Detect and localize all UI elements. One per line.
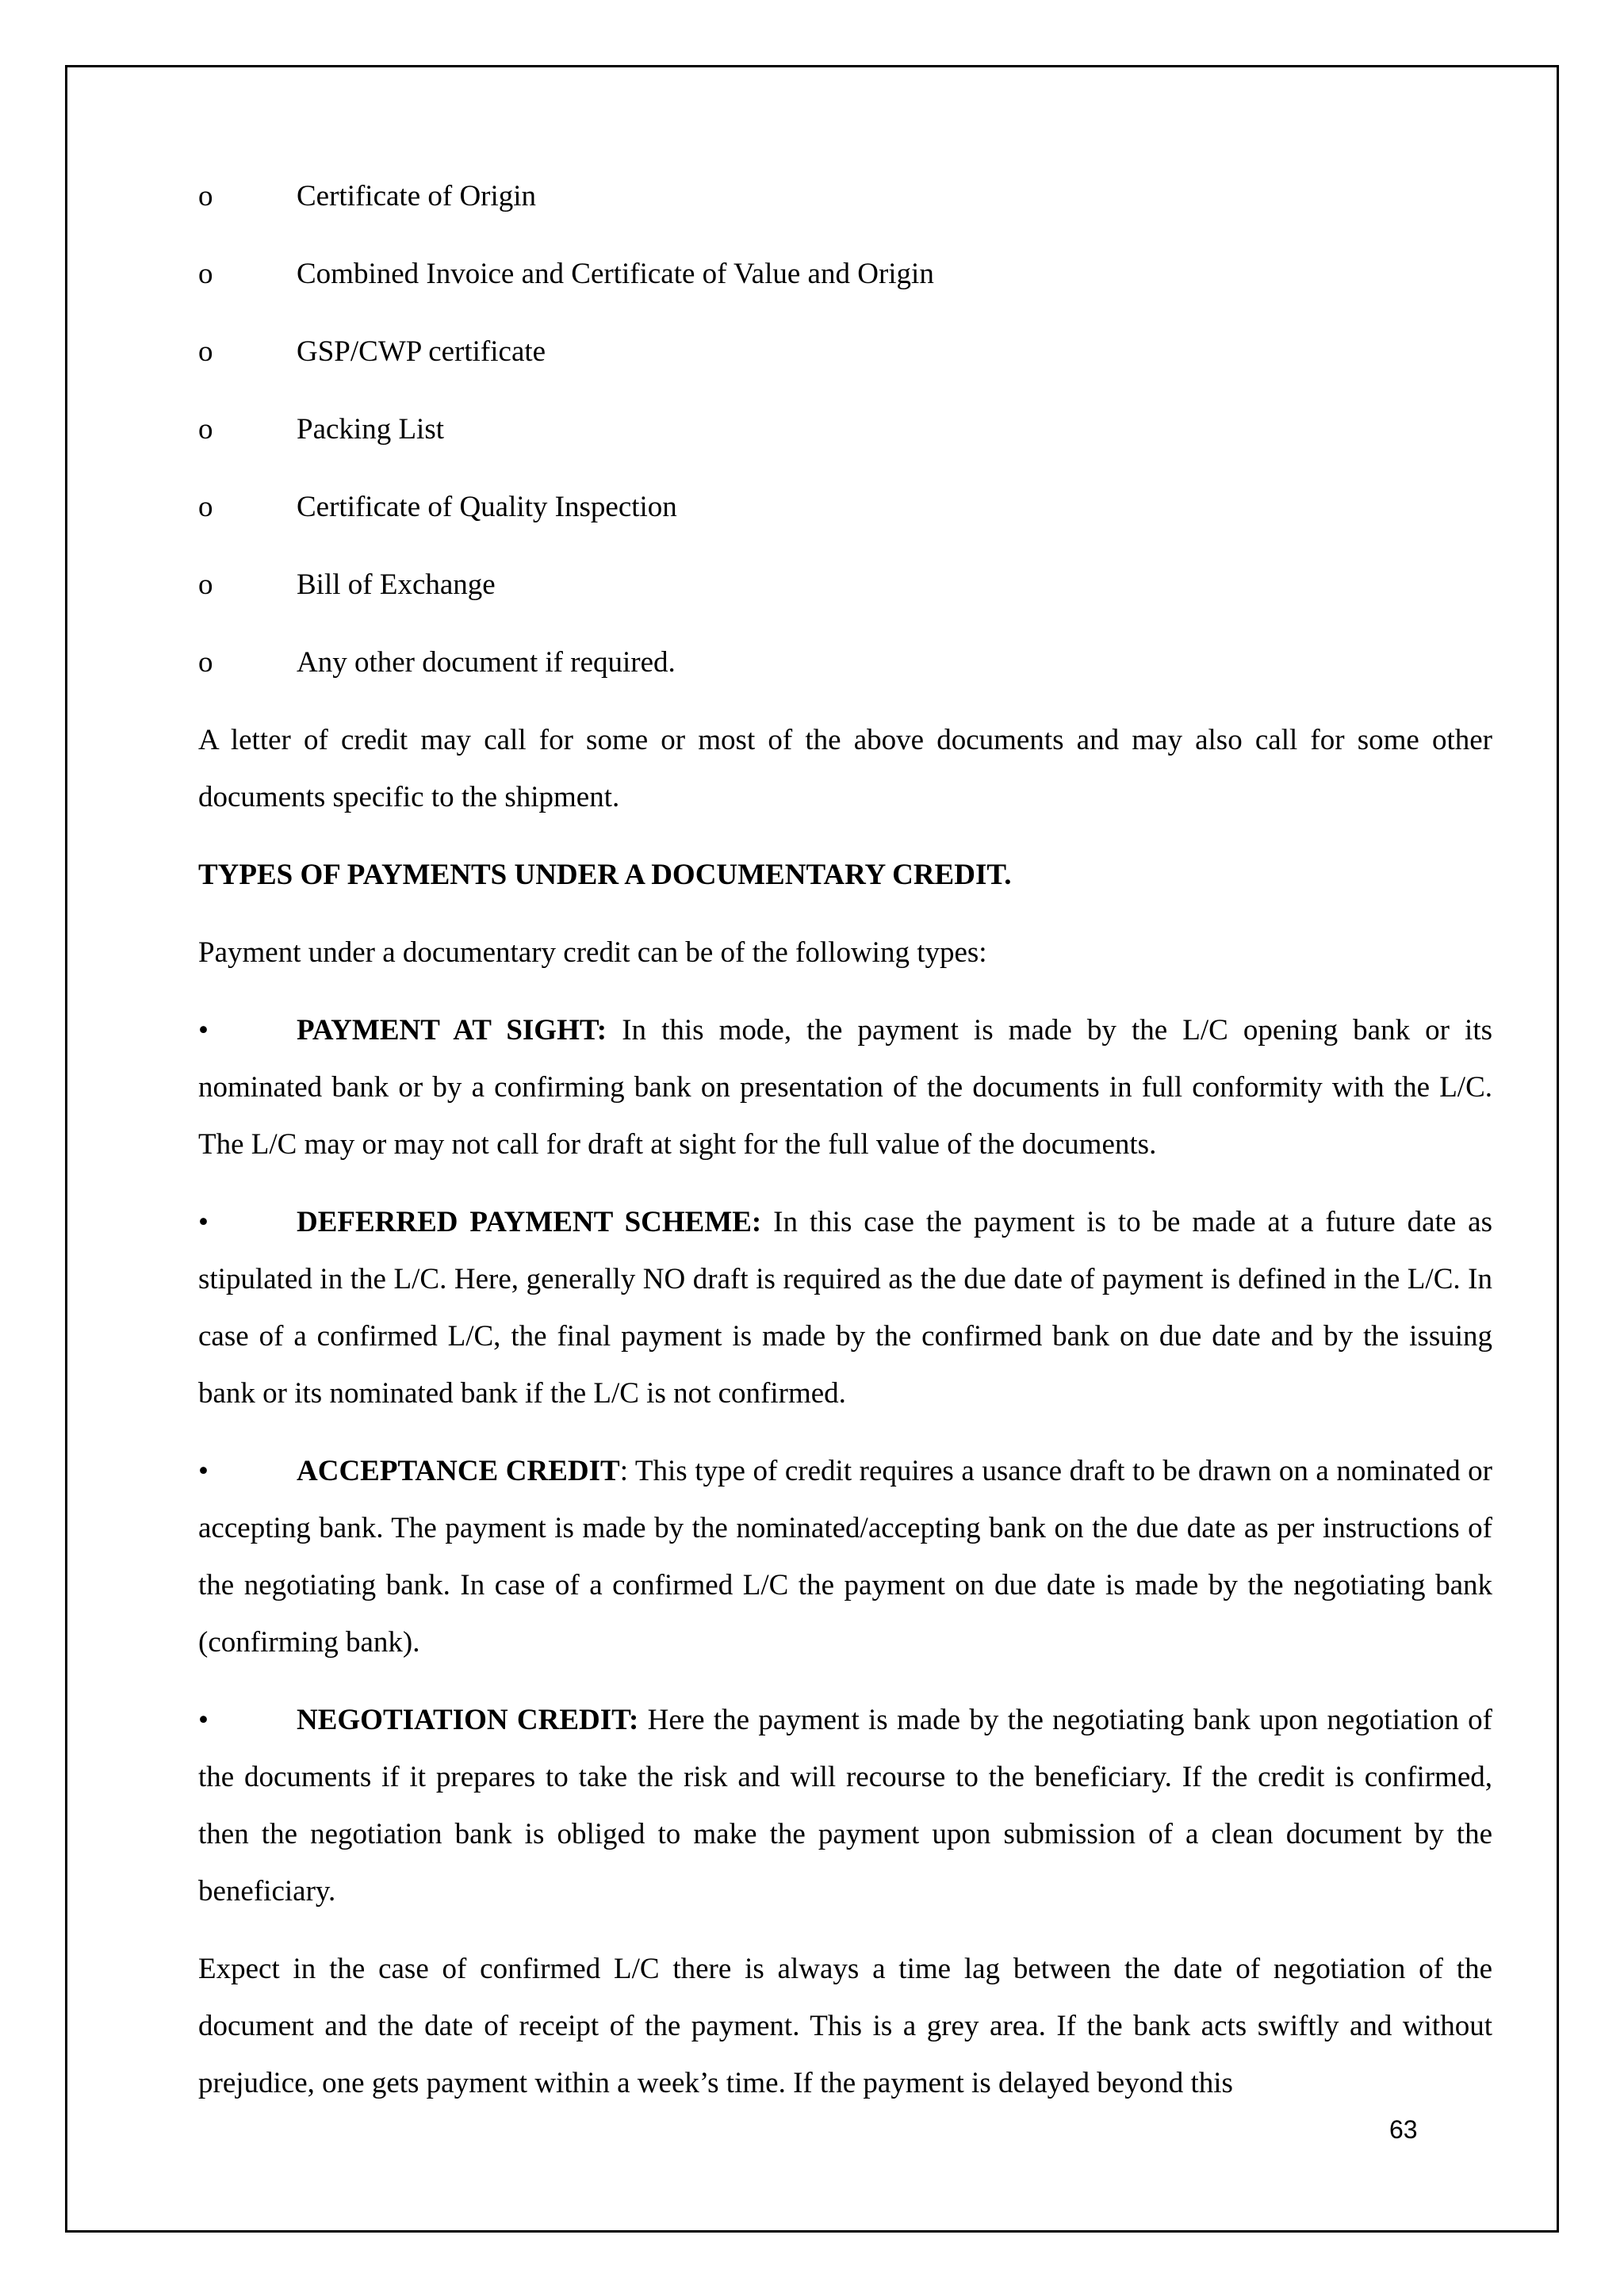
payment-type-term: ACCEPTANCE CREDIT bbox=[297, 1455, 620, 1487]
payment-type-text: Here the payment is made by the negotiating bank upon negotiation of the documents if it prepares to take the risk and will recourse to the beneficiary. If the credit is confirmed, then the negotiation bank is obliged to make the payment upon submission of a clean document by the beneficiary. bbox=[198, 1704, 1492, 1908]
list-marker: o bbox=[198, 568, 213, 601]
intro-paragraph: A letter of credit may call for some or most of the above documents and may also call for some other documents specific to the shipment. bbox=[198, 724, 1492, 813]
payment-type-term: DEFERRED PAYMENT SCHEME: bbox=[297, 1206, 762, 1238]
list-item-label: Packing List bbox=[297, 413, 445, 446]
list-item-label: Certificate of Origin bbox=[297, 180, 537, 212]
bullet-marker: • bbox=[198, 1206, 209, 1238]
page-number: 63 bbox=[1389, 2115, 1418, 2144]
list-marker: o bbox=[198, 258, 213, 290]
bullet-marker: • bbox=[198, 1014, 209, 1047]
section-intro: Payment under a documentary credit can be of the following types: bbox=[198, 936, 987, 969]
list-item bbox=[198, 246, 1492, 303]
payment-type-text: In this mode, the payment is made by the L/C opening bank or its nominated bank or by a confirming bank on presentation of the documents in full conformity with the L/C. The L/C may or may not call for draft at sight for the full value of the documents. bbox=[198, 1014, 1492, 1161]
payment-type-item bbox=[198, 1194, 1492, 1422]
page-content bbox=[198, 168, 1492, 2133]
list-item-label: Combined Invoice and Certificate of Value and Origin bbox=[297, 258, 934, 290]
list-item bbox=[198, 634, 1492, 691]
list-marker: o bbox=[198, 180, 213, 212]
list-item-label: Bill of Exchange bbox=[297, 568, 496, 601]
payment-type-item bbox=[198, 1692, 1492, 1920]
list-item-label: Certificate of Quality Inspection bbox=[297, 491, 677, 523]
list-item-label: GSP/CWP certificate bbox=[297, 335, 546, 368]
document-list bbox=[198, 168, 1492, 691]
payment-type-text: : This type of credit requires a usance draft to be drawn on a nominated or accepting bank. The payment is made by the nominated/accepting bank on the due date as per instructions of the negotiating bank. In case of a confirmed L/C the payment on due date is made by the negotiating bank (confirming bank). bbox=[198, 1455, 1492, 1659]
payment-type-text: In this case the payment is to be made at a future date as stipulated in the L/C. Here, generally NO draft is required as the due date of payment is defined in the L/C. In case of a confirmed L/C, the final payment is made by the confirmed bank on due date and by the issuing bank or its nominated bank if the L/C is not confirmed. bbox=[198, 1206, 1492, 1410]
closing-paragraph: Expect in the case of confirmed L/C there is always a time lag between the date of negotiation of the document and the date of receipt of the payment. This is a grey area. If the bank acts swiftly and without prejudice, one gets payment within a week’s time. If the payment is delayed beyond this bbox=[198, 1953, 1492, 2099]
section-heading: TYPES OF PAYMENTS UNDER A DOCUMENTARY CREDIT. bbox=[198, 859, 1012, 891]
list-item bbox=[198, 168, 1492, 225]
list-marker: o bbox=[198, 335, 213, 368]
payment-type-item bbox=[198, 1002, 1492, 1173]
list-item bbox=[198, 557, 1492, 614]
list-marker: o bbox=[198, 646, 213, 679]
bullet-marker: • bbox=[198, 1455, 209, 1487]
list-item bbox=[198, 479, 1492, 536]
payment-type-term: NEGOTIATION CREDIT: bbox=[297, 1704, 639, 1736]
bullet-marker: • bbox=[198, 1704, 209, 1736]
payment-type-item bbox=[198, 1443, 1492, 1671]
list-marker: o bbox=[198, 491, 213, 523]
list-marker: o bbox=[198, 413, 213, 446]
list-item bbox=[198, 401, 1492, 458]
list-item-label: Any other document if required. bbox=[297, 646, 676, 679]
list-item bbox=[198, 323, 1492, 381]
payment-type-term: PAYMENT AT SIGHT: bbox=[297, 1014, 607, 1047]
